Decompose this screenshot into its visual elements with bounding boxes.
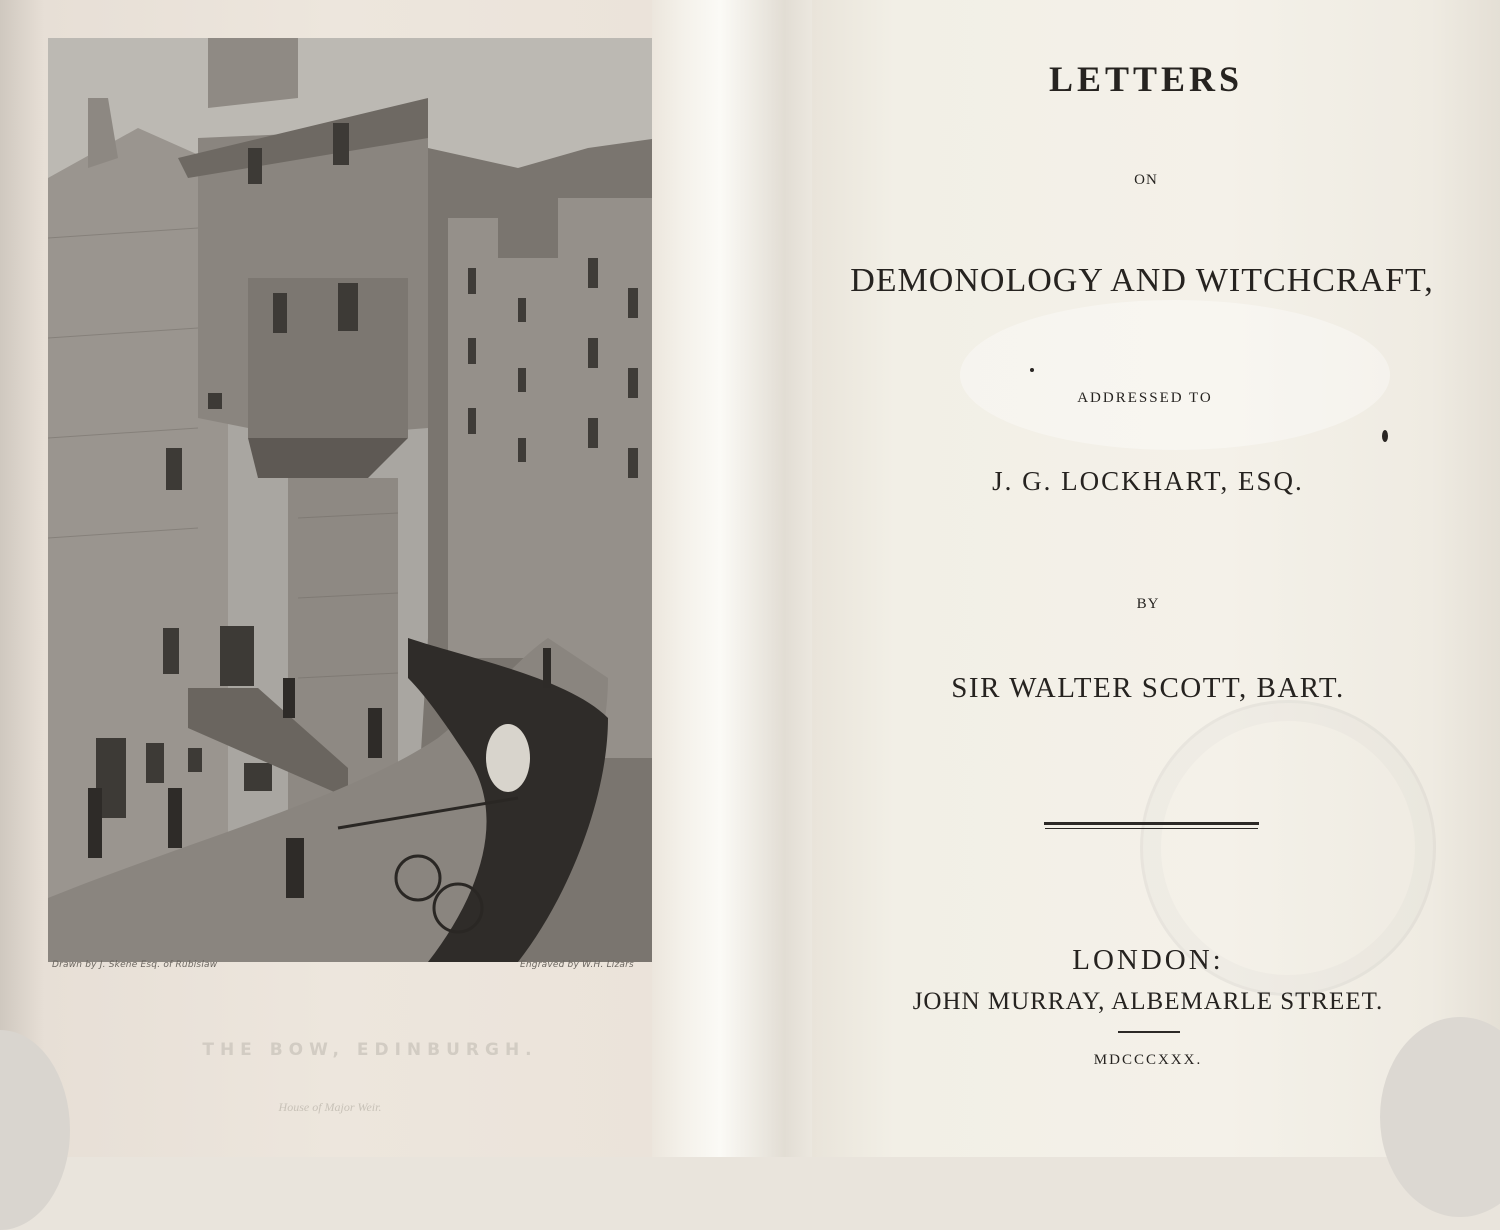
addressee: J. G. LOCKHART, ESQ. xyxy=(992,466,1304,496)
author: SIR WALTER SCOTT, BART. xyxy=(951,672,1345,704)
artist-credit: Drawn by J. Skene Esq. of Rubislaw xyxy=(52,960,218,970)
title-on: ON xyxy=(1134,172,1158,188)
imprint-year: MDCCCXXX. xyxy=(1093,1052,1203,1068)
engraver-credit: Engraved by W.H. Lizars xyxy=(520,960,634,970)
page-corner-shadow xyxy=(0,1030,70,1230)
plate-title: THE BOW, EDINBURGH. xyxy=(202,1040,538,1060)
imprint-publisher: JOHN MURRAY, ALBEMARLE STREET. xyxy=(912,988,1384,1015)
engraving-illustration xyxy=(48,38,659,962)
frontispiece-page xyxy=(0,0,740,1157)
imprint-city: LONDON: xyxy=(1072,944,1224,976)
book-gutter xyxy=(652,0,822,1157)
by-line: BY xyxy=(1136,596,1160,612)
page-corner-shadow xyxy=(1380,1017,1500,1217)
ink-speck xyxy=(1030,368,1034,372)
paper-stain xyxy=(960,300,1390,450)
double-rule-divider xyxy=(1044,822,1259,825)
short-rule-divider xyxy=(1118,1031,1180,1033)
plate-subtitle: House of Major Weir. xyxy=(278,1100,382,1114)
addressed-to: ADDRESSED TO xyxy=(1077,390,1213,406)
title-subject: DEMONOLOGY AND WITCHCRAFT, xyxy=(850,262,1434,299)
ink-speck xyxy=(1382,430,1388,442)
title-letters: LETTERS xyxy=(1048,59,1244,99)
